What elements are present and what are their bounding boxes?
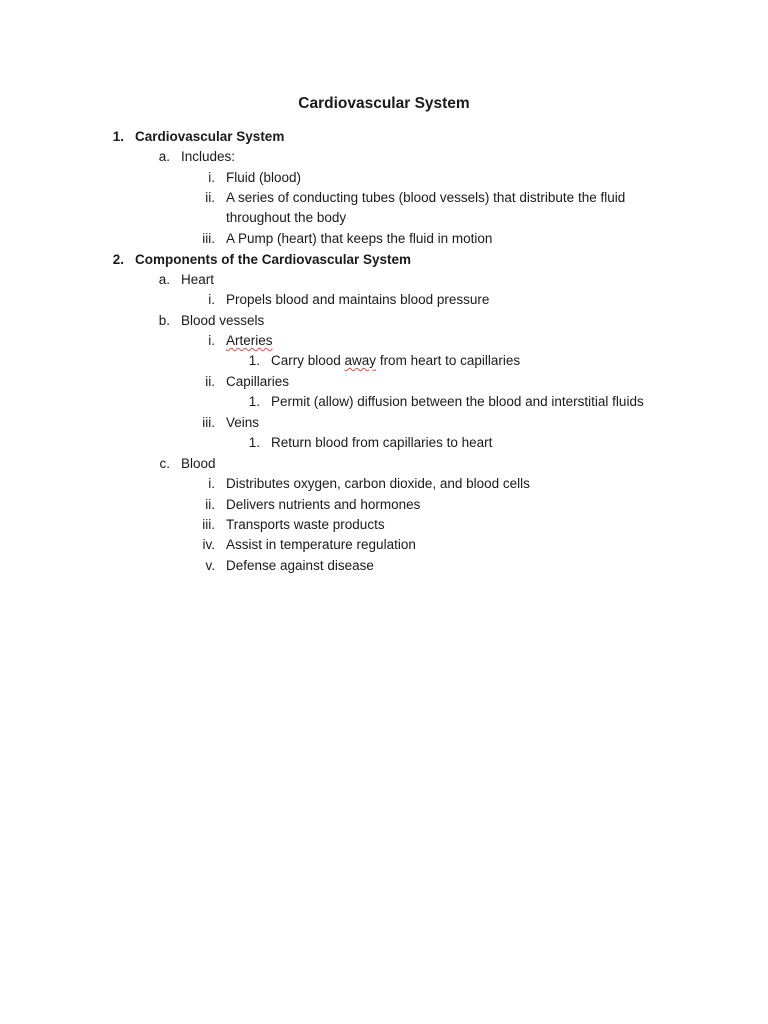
list-text: Blood vessels <box>181 313 265 328</box>
list-text: Includes: <box>181 149 236 164</box>
list-marker: v. <box>205 558 215 573</box>
section-heading: Cardiovascular System <box>135 129 285 144</box>
list-text: Assist in temperature regulation <box>226 537 416 552</box>
list-text: A Pump (heart) that keeps the fluid in motion <box>226 231 493 246</box>
list-text: Permit (allow) diffusion between the blood and interstitial fluids <box>271 394 644 409</box>
list-marker: iv. <box>202 537 215 552</box>
list-marker: a. <box>158 272 170 287</box>
list-text: Propels blood and maintains blood pressure <box>226 292 490 307</box>
list-text: Transports waste products <box>226 517 385 532</box>
section-heading: Components of the Cardiovascular System <box>135 252 412 267</box>
list-marker: a. <box>158 149 170 164</box>
list-marker: i. <box>208 333 215 348</box>
list-text <box>271 351 520 371</box>
text-fragment: Carry blood <box>271 353 345 368</box>
list-marker: iii. <box>202 415 215 430</box>
list-marker: 1. <box>248 394 260 409</box>
list-marker: i. <box>208 170 215 185</box>
list-text: Heart <box>181 272 215 287</box>
list-text: Capillaries <box>226 374 290 389</box>
text-fragment: away <box>344 353 377 368</box>
list-marker: ii. <box>205 374 215 389</box>
list-marker: i. <box>208 292 215 307</box>
text-fragment: from heart to capillaries <box>376 353 521 368</box>
document-title: Cardiovascular System <box>298 95 470 112</box>
list-text: Blood <box>181 456 216 471</box>
list-text: Defense against disease <box>226 558 374 573</box>
list-text: Delivers nutrients and hormones <box>226 497 421 512</box>
list-text: Fluid (blood) <box>226 170 302 185</box>
list-marker: 1. <box>248 353 260 368</box>
list-marker: c. <box>159 456 170 471</box>
list-marker: iii. <box>202 517 215 532</box>
list-text: Distributes oxygen, carbon dioxide, and blood cells <box>226 476 530 491</box>
list-marker: b. <box>158 313 170 328</box>
list-text: throughout the body <box>226 210 347 225</box>
list-text: Veins <box>226 415 260 430</box>
list-marker: 1. <box>112 129 124 144</box>
list-marker: ii. <box>205 497 215 512</box>
list-marker: iii. <box>202 231 215 246</box>
list-marker: ii. <box>205 190 215 205</box>
list-text: Arteries <box>226 333 273 348</box>
list-marker: i. <box>208 476 215 491</box>
list-marker: 2. <box>112 252 124 267</box>
list-marker: 1. <box>248 435 260 450</box>
list-text: A series of conducting tubes (blood vessels) that distribute the fluid <box>226 190 626 205</box>
list-text: Return blood from capillaries to heart <box>271 435 493 450</box>
